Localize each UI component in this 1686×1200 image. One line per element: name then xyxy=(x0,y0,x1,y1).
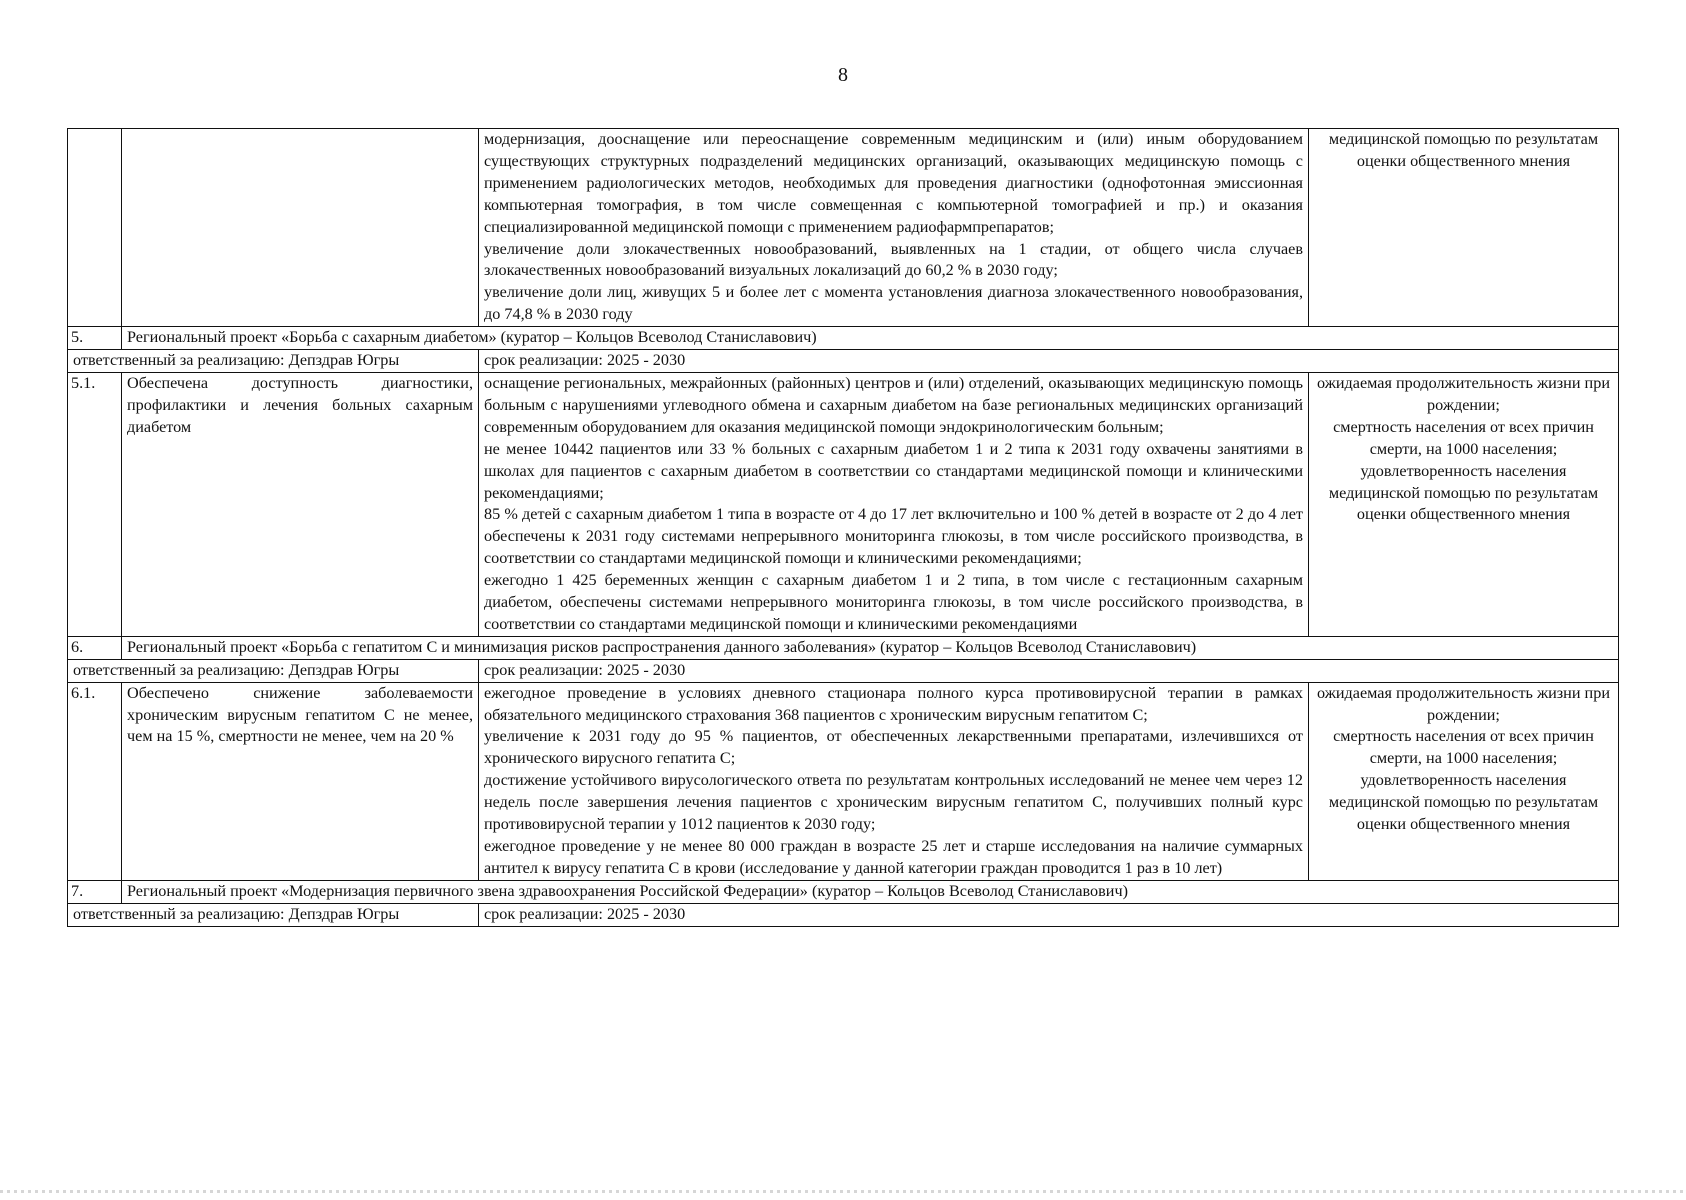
text-line: увеличение доли лиц, живущих 5 и более лет с момента установления диагноза злокачественного новообразования, до 74,8 % в 2030 году xyxy=(484,283,1303,324)
project-meta-row xyxy=(68,903,1619,926)
project-number: 5. xyxy=(68,327,122,350)
project-header-row xyxy=(68,327,1619,350)
task-cell: Обеспечена доступность диагностики, профилактики и лечения больных сахарным диабетом xyxy=(122,372,479,636)
projects-table xyxy=(67,128,1619,927)
task-row xyxy=(68,682,1619,880)
scan-artifact xyxy=(0,1190,1686,1193)
project-title: Региональный проект «Борьба с сахарным диабетом» (куратор – Кольцов Всеволод Станиславович) xyxy=(122,327,1619,350)
responsible-cell: ответственный за реализацию: Депздрав Югры xyxy=(68,903,479,926)
text-line: достижение устойчивого вирусологического ответа по результатам контрольных исследований не менее чем через 12 недель после завершения лечения пациентов с хроническим вирусным гепатитом С, получивших полный курс противовирусной терапии у 1012 пациентов к 2030 году; xyxy=(484,771,1303,834)
period-cell: срок реализации: 2025 - 2030 xyxy=(479,350,1619,373)
text-line: ежегодно 1 425 беременных женщин с сахарным диабетом 1 и 2 типа, в том числе с гестационным сахарным диабетом, обеспечены системами непрерывного мониторинга глюкозы, в том числе российского производства, в соответствии со стандартами медицинской помощи и клиническими рекомендациями xyxy=(484,571,1303,633)
responsible-cell: ответственный за реализацию: Депздрав Югры xyxy=(68,659,479,682)
project-title: Региональный проект «Борьба с гепатитом С и минимизация рисков распространения данного заболевания» (куратор – Кольцов Всеволод Станиславович) xyxy=(122,636,1619,659)
text-line: не менее 10442 пациентов или 33 % больных с сахарным диабетом 1 и 2 типа к 2031 году охвачены занятиями в школах для пациентов с сахарным диабетом в соответствии со стандартами медицинской помощи и клиническими рекомендациями; xyxy=(484,439,1303,502)
text-line: 85 % детей с сахарным диабетом 1 типа в возрасте от 4 до 17 лет включительно и 100 % детей в возрасте от 2 до 4 лет обеспечены к 2031 году системами непрерывного мониторинга глюкозы, в том числе российского производства, в соответствии со стандартами медицинской помощи и клиническими рекомендациями; xyxy=(484,505,1303,568)
text-line: удовлетворенность населения медицинской помощью по результатам оценки общественного мнения xyxy=(1328,461,1599,524)
task-number: 5.1. xyxy=(68,372,122,636)
task-cell xyxy=(122,129,479,327)
text-line: ожидаемая продолжительность жизни при рождении; xyxy=(1317,683,1610,724)
project-header-row xyxy=(68,880,1619,903)
page-number: 8 xyxy=(838,64,848,86)
project-number: 7. xyxy=(68,880,122,903)
text-line: удовлетворенность населения медицинской помощью по результатам оценки общественного мнения xyxy=(1328,771,1599,834)
text-line: увеличение к 2031 году до 95 % пациентов, от обеспеченных лекарственными препаратами, излечившихся от хронического вирусного гепатита С; xyxy=(484,727,1303,768)
text-line: смертность населения от всех причин смерти, на 1000 населения; xyxy=(1333,727,1594,768)
text-line: ожидаемая продолжительность жизни при рождении; xyxy=(1317,373,1610,414)
period-cell: срок реализации: 2025 - 2030 xyxy=(479,903,1619,926)
indicators-cell: медицинской помощью по результатам оценки общественного мнения xyxy=(1309,129,1619,327)
measures-cell xyxy=(479,682,1309,880)
task-cell: Обеспечено снижение заболеваемости хроническим вирусным гепатитом С не менее, чем на 15 %, смертности не менее, чем на 20 % xyxy=(122,682,479,880)
text-line: смертность населения от всех причин смерти, на 1000 населения; xyxy=(1333,417,1594,458)
responsible-cell: ответственный за реализацию: Депздрав Югры xyxy=(68,350,479,373)
project-number: 6. xyxy=(68,636,122,659)
measures-cell xyxy=(479,129,1309,327)
table-row xyxy=(68,129,1619,327)
project-title: Региональный проект «Модернизация первичного звена здравоохранения Российской Федерации» (куратор – Кольцов Всеволод Станиславович) xyxy=(122,880,1619,903)
project-header-row xyxy=(68,636,1619,659)
text-line: увеличение доли злокачественных новообразований, выявленных на 1 стадии, от общего числа случаев злокачественных новообразований визуальных локализаций до 60,2 % в 2030 году; xyxy=(484,239,1303,280)
project-meta-row xyxy=(68,350,1619,373)
num-cell xyxy=(68,129,122,327)
task-number: 6.1. xyxy=(68,682,122,880)
text-line: модернизация, дооснащение или переоснащение современным медицинским и (или) иным оборудованием существующих структурных подразделений медицинских организаций, оказывающих медицинскую помощь с применением радиологических методов, необходимых для проведения диагностики (однофотонная эмиссионная компьютерная томография, в том числе совмещенная с компьютерной томографией и пр.) и оказания специализированной медицинской помощи с применением радиофармпрепаратов; xyxy=(484,130,1303,236)
indicators-cell xyxy=(1309,682,1619,880)
text-line: ежегодное проведение в условиях дневного стационара полного курса противовирусной терапии в рамках обязательного медицинского страхования 368 пациентов с хроническим вирусным гепатитом С; xyxy=(484,683,1303,724)
project-meta-row xyxy=(68,659,1619,682)
period-cell: срок реализации: 2025 - 2030 xyxy=(479,659,1619,682)
text-line: оснащение региональных, межрайонных (районных) центров и (или) отделений, оказывающих медицинскую помощь больным с нарушениями углеводного обмена и сахарным диабетом на базе региональных медицинских организаций современным оборудованием для оказания медицинской помощи эндокринологическим больным; xyxy=(484,373,1303,436)
indicators-cell xyxy=(1309,372,1619,636)
measures-cell xyxy=(479,372,1309,636)
task-row xyxy=(68,372,1619,636)
text-line: ежегодное проведение у не менее 80 000 граждан в возрасте 25 лет и старше исследования на наличие суммарных антител к вирусу гепатита С в крови (исследование у данной категории граждан проводится 1 раз в 10 лет) xyxy=(484,837,1303,877)
